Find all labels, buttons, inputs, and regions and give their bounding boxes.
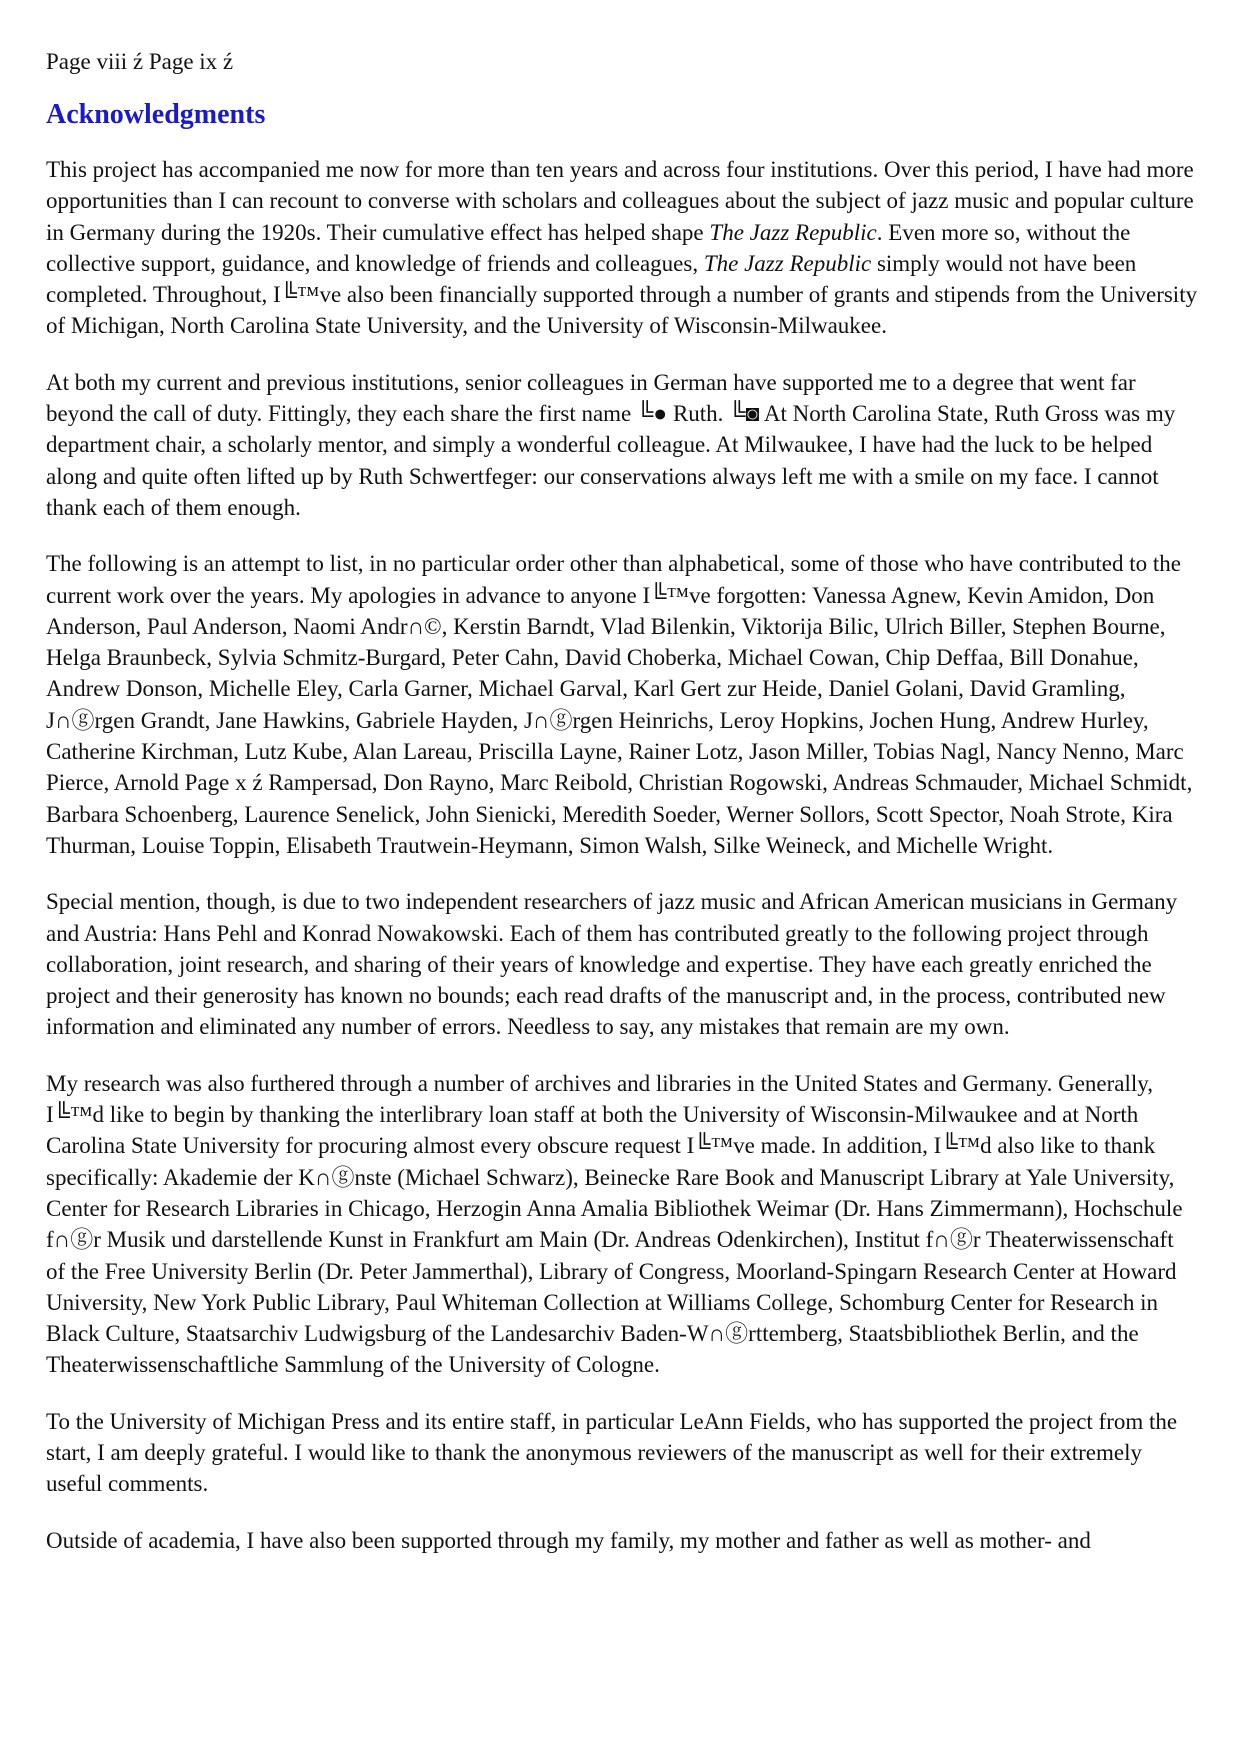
p1-text-a: This project has accompanied me now for more than ten years and across four institutions. Over this period, I have had more opportunities than I can recount to converse with scholars and colleagues about the subject of jazz music and popular culture in Germany during the 1920s. Their cumulative effect has helped shape bbox=[46, 157, 1194, 245]
page-markers: Page viii ź Page ix ź bbox=[46, 49, 234, 74]
paragraph-colleagues: At both my current and previous institutions, senior colleagues in German have supported me to a degree that went far beyond the call of duty. Fittingly, they each share the first name ╚● Ruth. ╚◙ At North Carolina State, Ruth Gross was my department chair, a scholarly mentor, and simply a wonderful colleague. At Milwaukee, I have had the luck to be helped along and quite often lifted up by Ruth Schwertfeger: our conservations always left me with a smile on my face. I cannot thank each of them enough. bbox=[46, 369, 1176, 520]
paragraph-archives: My research was also furthered through a number of archives and libraries in the United States and Germany. Generally, I╚™d like to begin by thanking the interlibrary loan staff at both the University of Wisconsin-Milwaukee and at North Carolina State University for procuring almost every obscure request I╚™ve made. In addition, I╚™d also like to thank specifically: Akademie der K∩ⓖnste (Michael Schwarz), Beinecke Rare Book and Manuscript Library at Yale University, Center for Research Libraries in Chicago, Herzogin Anna Amalia Bibliothek Weimar (Dr. Hans Zimmermann), Hochschule f∩ⓖr Musik und darstellende Kunst in Frankfurt am Main (Dr. Andreas Odenkirchen), Institut f∩ⓖr Theaterwissenschaft of the Free University Berlin (Dr. Peter Jammerthal), Library of Congress, Moorland-Spingarn Research Center at Howard University, New York Public Library, Paul Whiteman Collection at Williams College, Schomburg Center for Research in Black Culture, Staatsarchiv Ludwigsburg of the Landesarchiv Baden-W∩ⓖrttemberg, Staatsbibliothek Berlin, and the Theaterwissenschaftliche Sammlung of the University of Cologne. bbox=[46, 1070, 1183, 1378]
page-title: Acknowledgments bbox=[46, 99, 266, 130]
p1-text-e: simply would not have been completed. Throughout, I╚™ve also been financially supported through a number of grants and stipends from the University of Michigan, North Carolina State University, and the University of Wisconsin-Milwaukee. bbox=[46, 250, 1198, 339]
book-title: The Jazz Republic bbox=[703, 250, 872, 276]
paragraph-family: Outside of academia, I have also been supported through my family, my mother and father as well as mother- and bbox=[46, 1527, 1091, 1553]
paragraph-contributors: The following is an attempt to list, in no particular order other than alphabetical, some of those who have contributed to the current work over the years. My apologies in advance to anyone I╚™ve forgotten: Vanessa Agnew, Kevin Amidon, Don Anderson, Paul Anderson, Naomi Andr∩©, Kerstin Barndt, Vlad Bilenkin, Viktorija Bilic, Ulrich Biller, Stephen Bourne, Helga Braunbeck, Sylvia Schmitz-Burgard, Peter Cahn, David Choberka, Michael Cowan, Chip Deffaa, Bill Donahue, Andrew Donson, Michelle Eley, Carla Garner, Michael Garval, Karl Gert zur Heide, Daniel Golani, David Gramling, J∩ⓖrgen Grandt, Jane Hawkins, Gabriele Hayden, J∩ⓖrgen Heinrichs, Leroy Hopkins, Jochen Hung, Andrew Hurley, Catherine Kirchman, Lutz Kube, Alan Lareau, Priscilla Layne, Rainer Lotz, Jason Miller, Tobias Nagl, Nancy Nenno, Marc Pierce, Arnold Page x ź Rampersad, Don Rayno, Marc Reibold, Christian Rogowski, Andreas Schmauder, Michael Schmidt, Barbara Schoenberg, Laurence Senelick, John Sienicki, Meredith Soeder, Werner Sollors, Scott Spector, Noah Strote, Kira Thurman, Louise Toppin, Elisabeth Trautwein-Heymann, Simon Walsh, Silke Weineck, and Michelle Wright. bbox=[46, 551, 1193, 858]
p1-text-c: . Even more so, without the collective support, guidance, and knowledge of friends and colleagues, bbox=[46, 219, 1131, 276]
book-title: The Jazz Republic bbox=[709, 219, 877, 245]
paragraph-funding bbox=[46, 154, 1198, 342]
document-page bbox=[46, 40, 1198, 1581]
paragraph-researchers: Special mention, though, is due to two independent researchers of jazz music and African American musicians in Germany and Austria: Hans Pehl and Konrad Nowakowski. Each of them has contributed greatly to the following project through collaboration, joint research, and sharing of their years of knowledge and expertise. They have each greatly enriched the project and their generosity has known no bounds; each read drafts of the manuscript and, in the process, contributed new information and eliminated any number of errors. Needless to say, any mistakes that remain are my own. bbox=[46, 889, 1178, 1040]
paragraph-press: To the University of Michigan Press and its entire staff, in particular LeAnn Fields, who has supported the project from the start, I am deeply grateful. I would like to thank the anonymous reviewers of the manuscript as well for their extremely useful comments. bbox=[46, 1408, 1178, 1497]
